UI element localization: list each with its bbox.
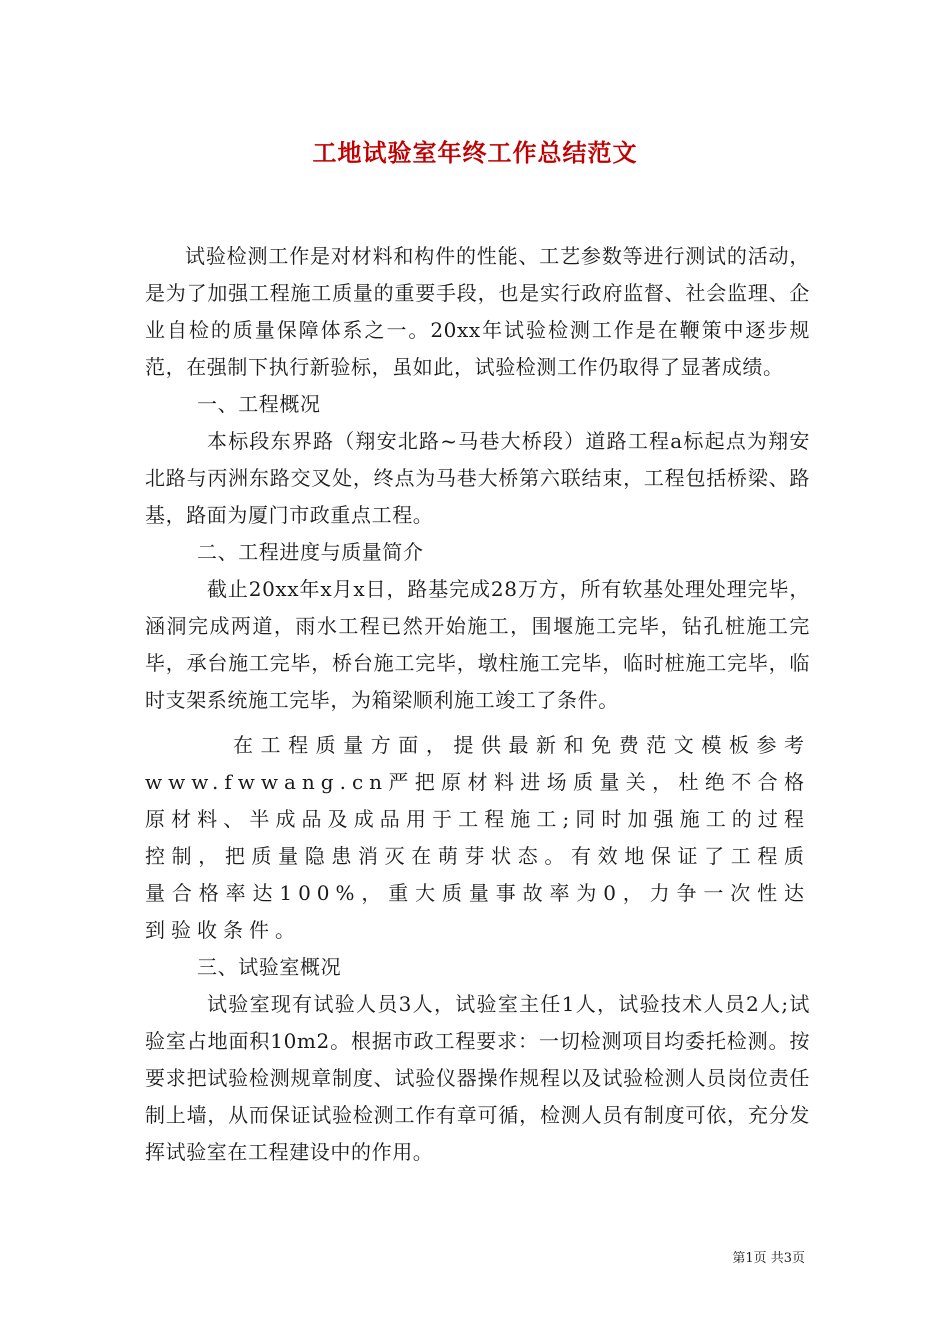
section-heading-overview: 一、工程概况 <box>197 392 321 416</box>
section-heading-lab: 三、试验室概况 <box>197 955 342 979</box>
intro-paragraph: 试验检测工作是对材料和构件的性能、工艺参数等进行测试的活动，是为了加强工程施工质量的重要手段，也是实行政府监督、社会监理、企业自检的质量保障体系之一。20xx年试验检测工作是在鞭策中逐步规范，在强制下执行新验标，虽如此，试验检测工作仍取得了显著成绩。 <box>145 244 810 379</box>
section-heading-progress: 二、工程进度与质量简介 <box>197 540 424 564</box>
overview-paragraph: 本标段东界路（翔安北路~马巷大桥段）道路工程a标起点为翔安北路与丙洲东路交叉处，终点为马巷大桥第六联结束，工程包括桥梁、路基，路面为厦门市政重点工程。 <box>145 429 810 527</box>
quality-paragraph: 在工程质量方面，提供最新和免费范文模板参考www.fwwang.cn严把原材料进场质量关，杜绝不合格原材料、半成品及成品用于工程施工;同时加强施工的过程控制，把质量隐患消灭在萌芽状态。有效地保证了工程质量合格率达100%，重大质量事故率为0，力争一次性达到验收条件。 <box>145 733 810 942</box>
page-number-footer: 第1页 共3页 <box>732 1251 805 1266</box>
lab-paragraph: 试验室现有试验人员3人，试验室主任1人，试验技术人员2人;试验室占地面积10m2。根据市政工程要求：一切检测项目均委托检测。按要求把试验检测规章制度、试验仪器操作规程以及试验检测人员岗位责任制上墙，从而保证试验检测工作有章可循，检测人员有制度可依，充分发挥试验室在工程建设中的作用。 <box>145 992 810 1164</box>
document-body <box>145 238 810 1171</box>
document-title: 工地试验室年终工作总结范文 <box>312 138 638 167</box>
progress-paragraph: 截止20xx年x月x日，路基完成28万方，所有软基处理处理完毕，涵洞完成两道，雨水工程已然开始施工，围堰施工完毕，钻孔桩施工完毕，承台施工完毕，桥台施工完毕，墩柱施工完毕，临时桩施工完毕，临时支架系统施工完毕，为箱梁顺利施工竣工了条件。 <box>145 577 810 712</box>
